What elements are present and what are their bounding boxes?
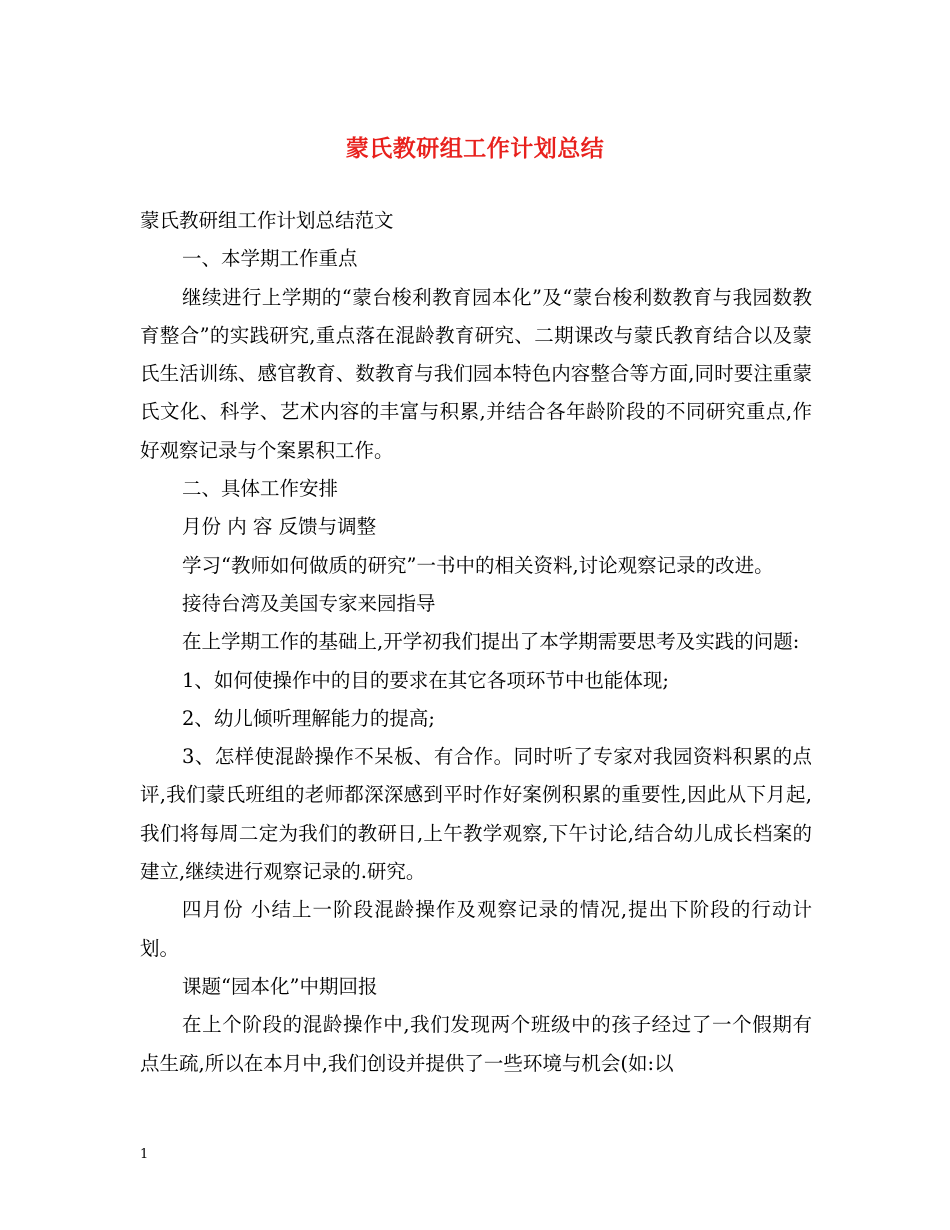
paragraph: 接待台湾及美国专家来园指导 xyxy=(182,591,436,615)
page-number: 1 xyxy=(140,1147,149,1162)
paragraph: 学习“教师如何做质的研究”一书中的相关资料,讨论观察记录的改进。 xyxy=(182,553,774,577)
paragraph: 月份 内 容 反馈与调整 xyxy=(182,515,377,539)
paragraph: 2、幼儿倾听理解能力的提高; xyxy=(182,706,435,730)
paragraph: 在上学期工作的基础上,开学初我们提出了本学期需要思考及实践的问题: xyxy=(182,630,800,654)
paragraph: 1、如何使操作中的目的要求在其它各项环节中也能体现; xyxy=(182,668,669,692)
paragraph: 二、具体工作安排 xyxy=(182,477,339,501)
paragraph: 课题“园本化”中期回报 xyxy=(182,974,378,998)
paragraph: 在上个阶段的混龄操作中,我们发现两个班级中的孩子经过了一个假期有点生疏,所以在本月中,我们创设并提供了一些环境与机会(如:以 xyxy=(140,1013,812,1075)
paragraph: 继续进行上学期的“蒙台梭利教育园本化”及“蒙台梭利数教育与我园数教育整合”的实践研究,重点落在混龄教育研究、二期课改与蒙氏教育结合以及蒙氏生活训练、感官教育、数教育与我们园本特色内容整合等方面,同时要注重蒙氏文化、科学、艺术内容的丰富与积累,并结合各年龄阶段的不同研究重点,作好观察记录与个案累积工作。 xyxy=(140,285,812,462)
document-title: 蒙氏教研组工作计划总结 xyxy=(345,135,605,162)
paragraph: 3、怎样使混龄操作不呆板、有合作。同时听了专家对我园资料积累的点评,我们蒙氏班组的老师都深深感到平时作好案例积累的重要性,因此从下月起,我们将每周二定为我们的教研日,上午教学观察,下午讨论,结合幼儿成长档案的建立,继续进行观察记录的.研究。 xyxy=(140,745,812,884)
paragraph: 蒙氏教研组工作计划总结范文 xyxy=(140,209,394,232)
paragraph: 四月份 小结上一阶段混龄操作及观察记录的情况,提出下阶段的行动计划。 xyxy=(140,898,812,960)
document-body xyxy=(140,202,812,1083)
paragraph: 一、本学期工作重点 xyxy=(182,247,358,271)
